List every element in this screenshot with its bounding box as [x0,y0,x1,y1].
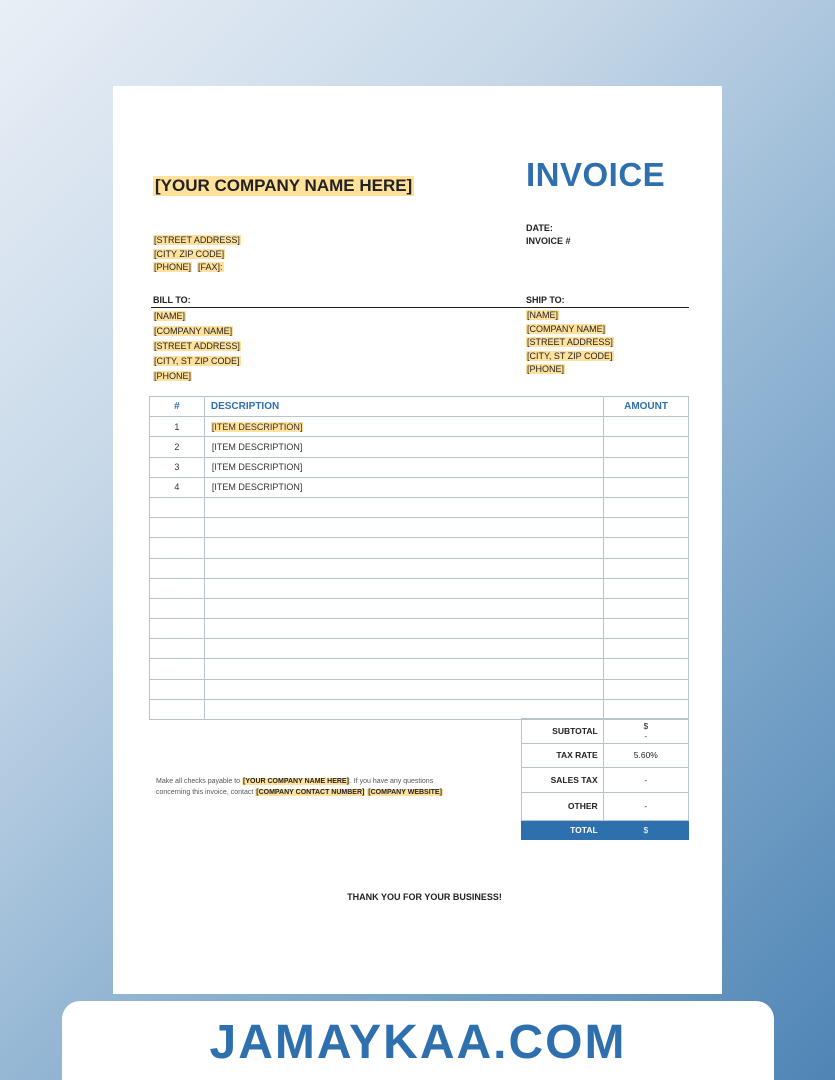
header-divider [151,307,689,308]
ship-to-block [526,309,614,377]
row-number [150,497,205,517]
row-amount [604,578,689,598]
row-description [204,578,603,598]
invoice-number-label: INVOICE # [526,236,571,246]
company-name: [YOUR COMPANY NAME HERE] [155,176,413,195]
items-body [150,417,689,720]
row-amount [604,558,689,578]
row-description [204,639,603,659]
row-number [150,558,205,578]
bill-to-line: [NAME] [154,311,186,321]
row-amount [604,639,689,659]
total-row [522,820,689,839]
invoice-title: INVOICE [526,156,666,193]
table-row [150,497,689,517]
row-number: 1 [150,417,205,437]
note-text: Make all checks payable to [156,778,241,785]
item-description: [ITEM DESCRIPTION] [211,462,303,473]
header-number: # [150,397,205,417]
note-text: . If you have any questions concerning this invoice, contact [156,778,434,796]
row-amount [604,457,689,477]
item-description: [ITEM DESCRIPTION] [211,482,303,493]
row-amount [604,598,689,618]
table-row [150,639,689,659]
row-amount [604,477,689,497]
items-header-row [150,397,689,417]
row-description [204,598,603,618]
table-row [150,538,689,558]
table-row [150,558,689,578]
site-banner-text: JAMAYKAA.COM [209,1016,627,1069]
row-number [150,699,205,719]
ship-to-line: [COMPANY NAME] [527,323,606,334]
row-description [204,558,603,578]
date-label: DATE: [526,223,553,233]
row-amount [604,497,689,517]
note-website: [COMPANY WEBSITE] [368,788,442,796]
street-address: [STREET ADDRESS] [154,235,240,245]
tax-rate-row [522,743,689,768]
table-row [150,477,689,497]
row-description [204,659,603,679]
table-row [150,457,689,477]
bill-to-block [153,309,241,384]
site-banner [62,1001,774,1080]
items-table [149,396,689,720]
total-label: TOTAL [522,820,604,839]
ship-to-label: SHIP TO: [526,295,565,305]
subtotal-value: $ - [603,719,688,744]
table-row [150,518,689,538]
row-amount [604,659,689,679]
sales-tax-row [522,768,689,793]
fax: [FAX]: [198,262,223,272]
totals-table [521,718,689,840]
header-description: DESCRIPTION [204,397,603,417]
item-description: [ITEM DESCRIPTION] [211,441,303,452]
row-description [204,497,603,517]
bill-to-line: [PHONE] [154,371,192,381]
row-number [150,639,205,659]
sales-tax-label: SALES TAX [522,768,604,793]
row-description [204,538,603,558]
row-number: 2 [150,437,205,457]
table-row [150,437,689,457]
row-amount [604,518,689,538]
row-description [204,457,603,477]
note-contact-number: [COMPANY CONTACT NUMBER] [256,788,365,796]
row-number [150,659,205,679]
table-row [150,578,689,598]
row-description [204,518,603,538]
table-row [150,659,689,679]
table-row [150,679,689,699]
row-description [204,417,603,437]
invoice-meta [526,222,571,248]
row-amount [604,699,689,719]
other-row [522,792,689,820]
other-label: OTHER [522,792,604,820]
row-number [150,538,205,558]
row-description [204,699,603,719]
row-amount [604,619,689,639]
row-number [150,598,205,618]
total-value: $ [603,820,688,839]
note-company-name: [YOUR COMPANY NAME HERE] [243,778,349,785]
row-number [150,578,205,598]
row-amount [604,538,689,558]
table-row [150,619,689,639]
ship-to-line: [CITY, ST ZIP CODE] [527,350,613,361]
other-value: - [603,792,688,820]
table-row [150,417,689,437]
ship-to-line: [NAME] [527,310,559,320]
row-amount [604,679,689,699]
row-number [150,619,205,639]
row-description [204,619,603,639]
item-description: [ITEM DESCRIPTION] [211,421,303,432]
table-row [150,699,689,719]
sales-tax-value: - [603,768,688,793]
company-address [153,234,241,275]
row-description [204,437,603,457]
payment-note [156,777,446,798]
bill-to-line: [STREET ADDRESS] [154,341,240,351]
city-zip: [CITY ZIP CODE] [154,248,225,259]
thank-you-message: THANK YOU FOR YOUR BUSINESS! [347,892,502,902]
phone: [PHONE] [154,262,192,272]
subtotal-row [522,719,689,744]
row-number: 4 [150,477,205,497]
row-number [150,518,205,538]
row-amount [604,437,689,457]
header-amount: AMOUNT [604,397,689,417]
invoice-page [113,86,722,994]
ship-to-line: [PHONE] [527,364,565,374]
tax-rate-value: 5.60% [603,743,688,768]
ship-to-line: [STREET ADDRESS] [527,337,613,347]
bill-to-line: [COMPANY NAME] [154,326,233,336]
row-description [204,477,603,497]
bill-to-line: [CITY, ST ZIP CODE] [154,356,240,366]
row-number: 3 [150,457,205,477]
subtotal-label: SUBTOTAL [522,719,604,744]
tax-rate-label: TAX RATE [522,743,604,768]
row-number [150,679,205,699]
row-description [204,679,603,699]
row-amount [604,417,689,437]
bill-to-label: BILL TO: [153,295,191,305]
table-row [150,598,689,618]
